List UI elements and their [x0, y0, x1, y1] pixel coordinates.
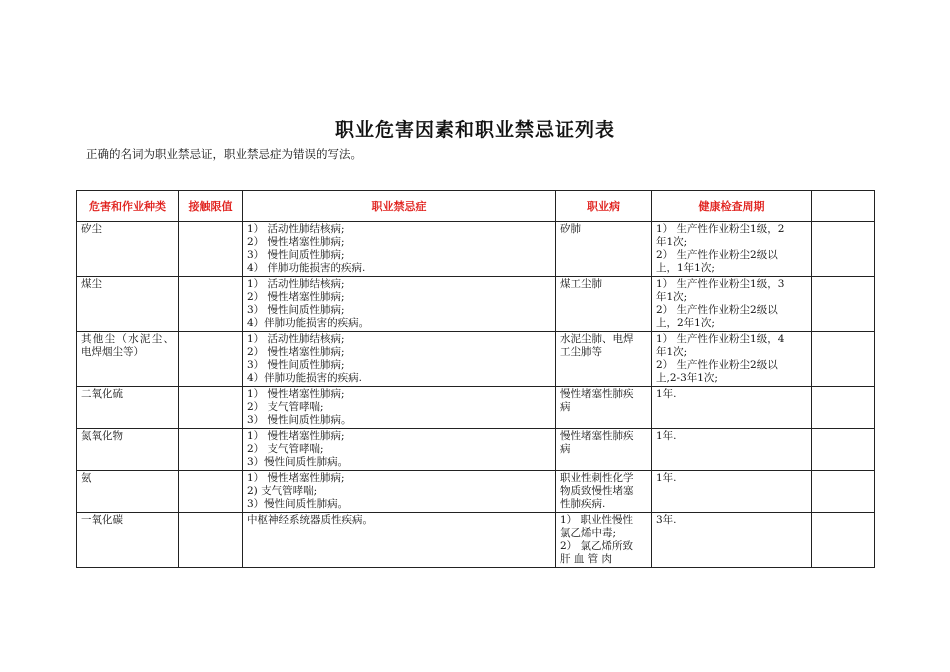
cell-contraindication	[243, 332, 556, 387]
cell-limit	[179, 513, 243, 568]
cell-contraindication-line: 1） 活动性肺结核病;	[247, 223, 345, 235]
cell-hazard-text: 煤尘	[81, 278, 102, 290]
cell-contraindication-line: 4）伴肺功能损害的疾病。	[247, 317, 370, 329]
col-header-extra	[812, 191, 875, 222]
cell-hazard-text: 矽尘	[81, 223, 102, 235]
table-row	[77, 513, 875, 568]
cell-hazard-text: 二氧化硫	[81, 388, 123, 400]
cell-contraindication-line: 2） 慢性堵塞性肺病;	[247, 291, 345, 303]
note-text: 正确的名词为职业禁忌证，职业禁忌症为错误的写法。	[86, 147, 362, 161]
table-row	[77, 387, 875, 429]
cell-period-line: 1） 生产性作业粉尘1级，3	[656, 278, 785, 290]
cell-period-line: 3年.	[656, 514, 677, 526]
cell-period-line: 上，2年1次;	[656, 317, 715, 329]
cell-contraindication-line: 1） 慢性堵塞性肺病;	[247, 430, 345, 442]
cell-hazard	[77, 222, 179, 277]
table-row	[77, 277, 875, 332]
col-header-limit: 接触限值	[179, 191, 243, 222]
cell-period-line: 年1次;	[656, 291, 688, 303]
cell-period-line: 上,2-3年1次;	[656, 372, 718, 384]
cell-disease-line: 肝 血 管 肉	[560, 553, 613, 565]
cell-extra	[812, 332, 875, 387]
cell-period	[652, 513, 812, 568]
table-row	[77, 222, 875, 277]
cell-disease-line: 工尘肺等	[560, 346, 602, 358]
page-title: 职业危害因素和职业禁忌证列表	[334, 119, 615, 141]
cell-contraindication-line: 2） 慢性堵塞性肺病;	[247, 236, 345, 248]
cell-hazard-text: 其他尘（水泥尘、电焊烟尘等）	[81, 333, 174, 358]
table-row	[77, 429, 875, 471]
cell-period-line: 1年.	[656, 388, 677, 400]
cell-disease	[556, 277, 652, 332]
cell-contraindication	[243, 277, 556, 332]
cell-period-line: 年1次;	[656, 346, 688, 358]
cell-hazard	[77, 387, 179, 429]
cell-contraindication-line: 中枢神经系统器质性疾病。	[247, 514, 373, 526]
cell-hazard	[77, 513, 179, 568]
cell-period	[652, 277, 812, 332]
cell-contraindication-line: 1） 活动性肺结核病;	[247, 333, 345, 345]
cell-contraindication-line: 3）慢性间质性肺病。	[247, 456, 349, 468]
cell-limit	[179, 429, 243, 471]
cell-disease-line: 矽肺	[560, 223, 581, 235]
cell-hazard-text: 一氧化碳	[81, 514, 123, 526]
cell-disease-line: 2） 氯乙烯所致	[560, 540, 634, 552]
cell-contraindication-line: 4）伴肺功能损害的疾病.	[247, 372, 363, 384]
cell-extra	[812, 471, 875, 513]
cell-disease-line: 慢性堵塞性肺疾	[560, 430, 634, 442]
cell-contraindication-line: 2) 支气管哮喘;	[247, 485, 318, 497]
col-header-contraindication: 职业禁忌症	[243, 191, 556, 222]
cell-disease-line: 水泥尘肺、电焊	[560, 333, 634, 345]
cell-period-line: 上，1年1次;	[656, 262, 715, 274]
cell-disease-line: 慢性堵塞性肺疾	[560, 388, 634, 400]
cell-period-line: 2） 生产性作业粉尘2级以	[656, 304, 778, 316]
cell-hazard	[77, 332, 179, 387]
cell-period-line: 1） 生产性作业粉尘1级，4	[656, 333, 785, 345]
cell-extra	[812, 277, 875, 332]
cell-disease-line: 煤工尘肺	[560, 278, 602, 290]
cell-hazard	[77, 277, 179, 332]
table-row	[77, 332, 875, 387]
cell-contraindication-line: 1） 慢性堵塞性肺病;	[247, 388, 345, 400]
cell-contraindication-line: 3） 慢性间质性肺病。	[247, 414, 352, 426]
col-header-period: 健康检查周期	[652, 191, 812, 222]
col-header-hazard: 危害和作业种类	[77, 191, 179, 222]
cell-period-line: 1） 生产性作业粉尘1级，2	[656, 223, 785, 235]
cell-contraindication	[243, 429, 556, 471]
cell-period-line: 2） 生产性作业粉尘2级以	[656, 359, 778, 371]
cell-hazard-text: 氨	[81, 472, 92, 484]
cell-contraindication-line: 2） 支气管哮喘;	[247, 443, 324, 455]
cell-contraindication-line: 2） 慢性堵塞性肺病;	[247, 346, 345, 358]
cell-contraindication-line: 3） 慢性间质性肺病;	[247, 249, 345, 261]
cell-period	[652, 387, 812, 429]
cell-disease-line: 氯乙烯中毒;	[560, 527, 617, 539]
cell-period	[652, 429, 812, 471]
cell-limit	[179, 222, 243, 277]
cell-contraindication-line: 1） 活动性肺结核病;	[247, 278, 345, 290]
cell-disease	[556, 332, 652, 387]
cell-hazard	[77, 429, 179, 471]
cell-disease	[556, 513, 652, 568]
cell-disease	[556, 471, 652, 513]
cell-period-line: 2） 生产性作业粉尘2级以	[656, 249, 778, 261]
cell-limit	[179, 471, 243, 513]
cell-disease-line: 性肺疾病.	[560, 498, 606, 510]
col-header-disease: 职业病	[556, 191, 652, 222]
cell-extra	[812, 387, 875, 429]
cell-contraindication-line: 3） 慢性间质性肺病;	[247, 359, 345, 371]
cell-extra	[812, 222, 875, 277]
cell-contraindication-line: 2） 支气管哮喘;	[247, 401, 324, 413]
cell-period-line: 1年.	[656, 472, 677, 484]
cell-contraindication	[243, 513, 556, 568]
hazard-table	[76, 190, 875, 568]
cell-extra	[812, 429, 875, 471]
cell-contraindication	[243, 222, 556, 277]
cell-extra	[812, 513, 875, 568]
table-row	[77, 471, 875, 513]
cell-hazard	[77, 471, 179, 513]
cell-period-line: 年1次;	[656, 236, 688, 248]
cell-limit	[179, 277, 243, 332]
cell-disease-line: 物质致慢性堵塞	[560, 485, 634, 497]
cell-period	[652, 222, 812, 277]
cell-disease-line: 病	[560, 443, 571, 455]
cell-limit	[179, 387, 243, 429]
table-header-row	[77, 191, 875, 222]
cell-period-line: 1年.	[656, 430, 677, 442]
cell-period	[652, 471, 812, 513]
cell-limit	[179, 332, 243, 387]
cell-contraindication-line: 4） 伴肺功能损害的疾病.	[247, 262, 366, 274]
cell-contraindication-line: 3） 慢性间质性肺病;	[247, 304, 345, 316]
cell-disease	[556, 222, 652, 277]
cell-disease	[556, 387, 652, 429]
cell-contraindication	[243, 471, 556, 513]
cell-disease-line: 职业性刺性化学	[560, 472, 634, 484]
cell-hazard-text: 氮氧化物	[81, 430, 123, 442]
cell-disease	[556, 429, 652, 471]
cell-contraindication-line: 1） 慢性堵塞性肺病;	[247, 472, 345, 484]
cell-disease-line: 1） 职业性慢性	[560, 514, 634, 526]
cell-disease-line: 病	[560, 401, 571, 413]
cell-contraindication	[243, 387, 556, 429]
cell-contraindication-line: 3）慢性间质性肺病。	[247, 498, 349, 510]
cell-period	[652, 332, 812, 387]
